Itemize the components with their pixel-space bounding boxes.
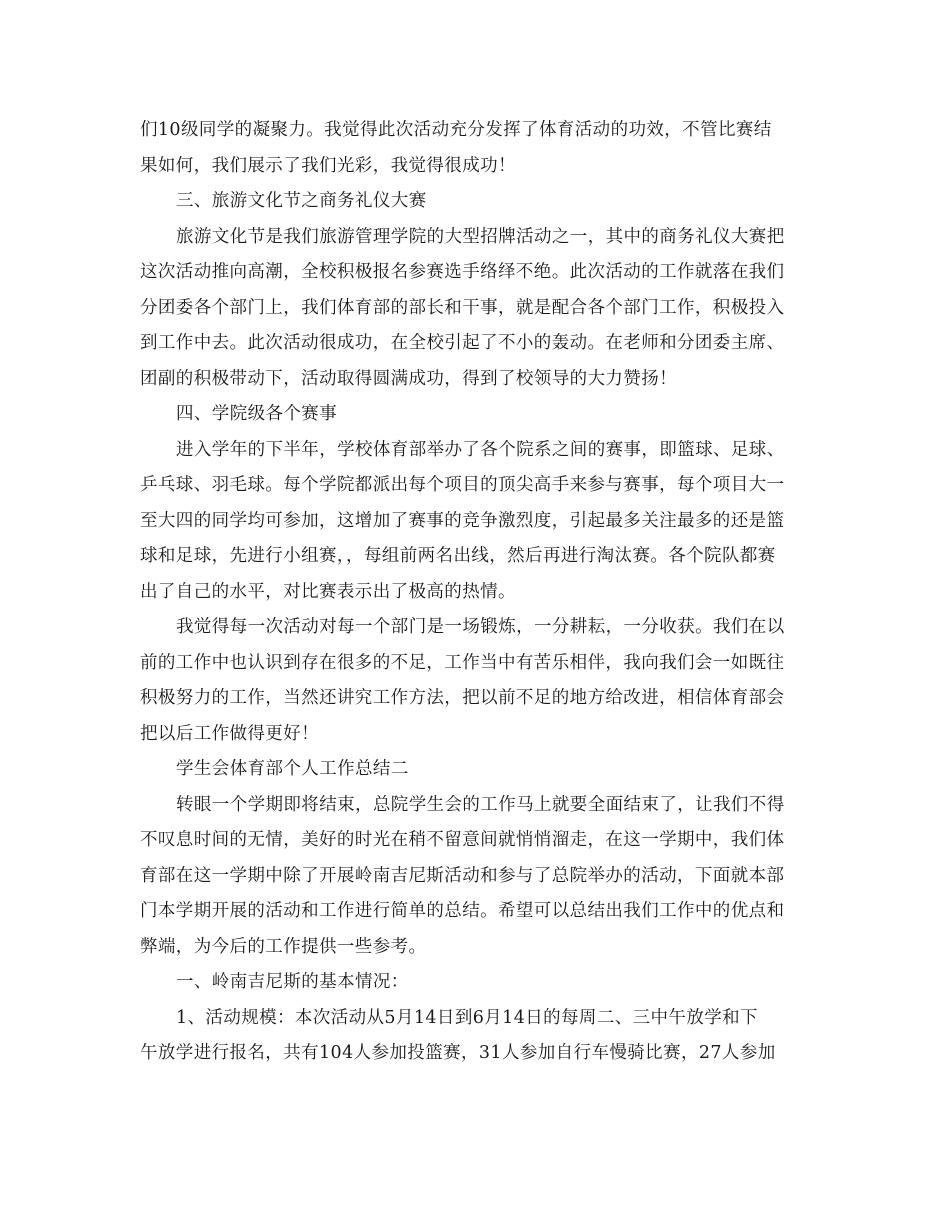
paragraph-start-line: 我觉得每一次活动对每一个部门是一场锻炼，一分耕耘，一分收获。我们在以 [176, 617, 785, 637]
section-heading: 三、旅游文化节之商务礼仪大赛 [176, 191, 427, 211]
section-title: 学生会体育部个人工作总结二 [176, 759, 409, 779]
body-line: 到工作中去。此次活动很成功，在全校引起了不小的轰动。在老师和分团委主席、 [140, 333, 785, 353]
paragraph-start-line: 1、活动规模：本次活动从5月14日到6月14日的每周二、三中午放学和下 [176, 1007, 758, 1028]
body-line: 们10级同学的凝聚力。我觉得此次活动充分发挥了体育活动的功效，不管比赛结 [140, 120, 772, 140]
body-line: 这次活动推向高潮，全校积极报名参赛选手络绎不绝。此次活动的工作就落在我们 [140, 262, 785, 282]
body-line: 不叹息时间的无情，美好的时光在稍不留意间就悄悄溜走，在这一学期中，我们体 [140, 830, 785, 850]
body-line: 果如何，我们展示了我们光彩，我觉得很成功！ [140, 155, 516, 176]
body-line: 出了自己的水平，对比赛表示出了极高的热情。 [140, 581, 516, 602]
body-line: 乒乓球、羽毛球。每个学院都派出每个项目的顶尖高手来参与赛事，每个项目大一 [140, 475, 785, 495]
body-line: 弊端，为今后的工作提供一些参考。 [140, 936, 427, 957]
body-line: 分团委各个部门上，我们体育部的部长和干事，就是配合各个部门工作，积极投入 [140, 297, 785, 318]
body-line: 午放学进行报名，共有104人参加投篮赛，31人参加自行车慢骑比赛，27人参加 [140, 1043, 776, 1063]
document-body [140, 113, 812, 1072]
body-line: 球和足球，先进行小组赛，，每组前两名出线，然后再进行淘汰赛。各个院队都赛 [140, 546, 776, 566]
paragraph-start-line: 旅游文化节是我们旅游管理学院的大型招牌活动之一，其中的商务礼仪大赛把 [176, 226, 785, 247]
section-heading: 四、学院级各个赛事 [176, 404, 338, 424]
body-line: 团副的积极带动下，活动取得圆满成功，得到了校领导的大力赞扬！ [140, 368, 677, 389]
body-line: 积极努力的工作，当然还讲究工作方法，把以前不足的地方给改进，相信体育部会 [140, 688, 785, 708]
body-line: 至大四的同学均可参加，这增加了赛事的竞争激烈度，引起最多关注最多的还是篮 [140, 510, 785, 531]
body-line: 育部在这一学期中除了开展岭南吉尼斯活动和参与了总院举办的活动，下面就本部 [140, 865, 785, 886]
body-line: 前的工作中也认识到存在很多的不足，工作当中有苦乐相伴，我向我们会一如既往 [140, 652, 785, 673]
section-heading: 一、岭南吉尼斯的基本情况： [176, 972, 409, 992]
body-line: 门本学期开展的活动和工作进行简单的总结。希望可以总结出我们工作中的优点和 [140, 901, 785, 921]
paragraph-start-line: 转眼一个学期即将结束，总院学生会的工作马上就要全面结束了，让我们不得 [176, 794, 785, 815]
body-line: 把以后工作做得更好！ [140, 723, 319, 744]
paragraph-start-line: 进入学年的下半年，学校体育部举办了各个院系之间的赛事，即篮球、足球、 [176, 439, 785, 460]
